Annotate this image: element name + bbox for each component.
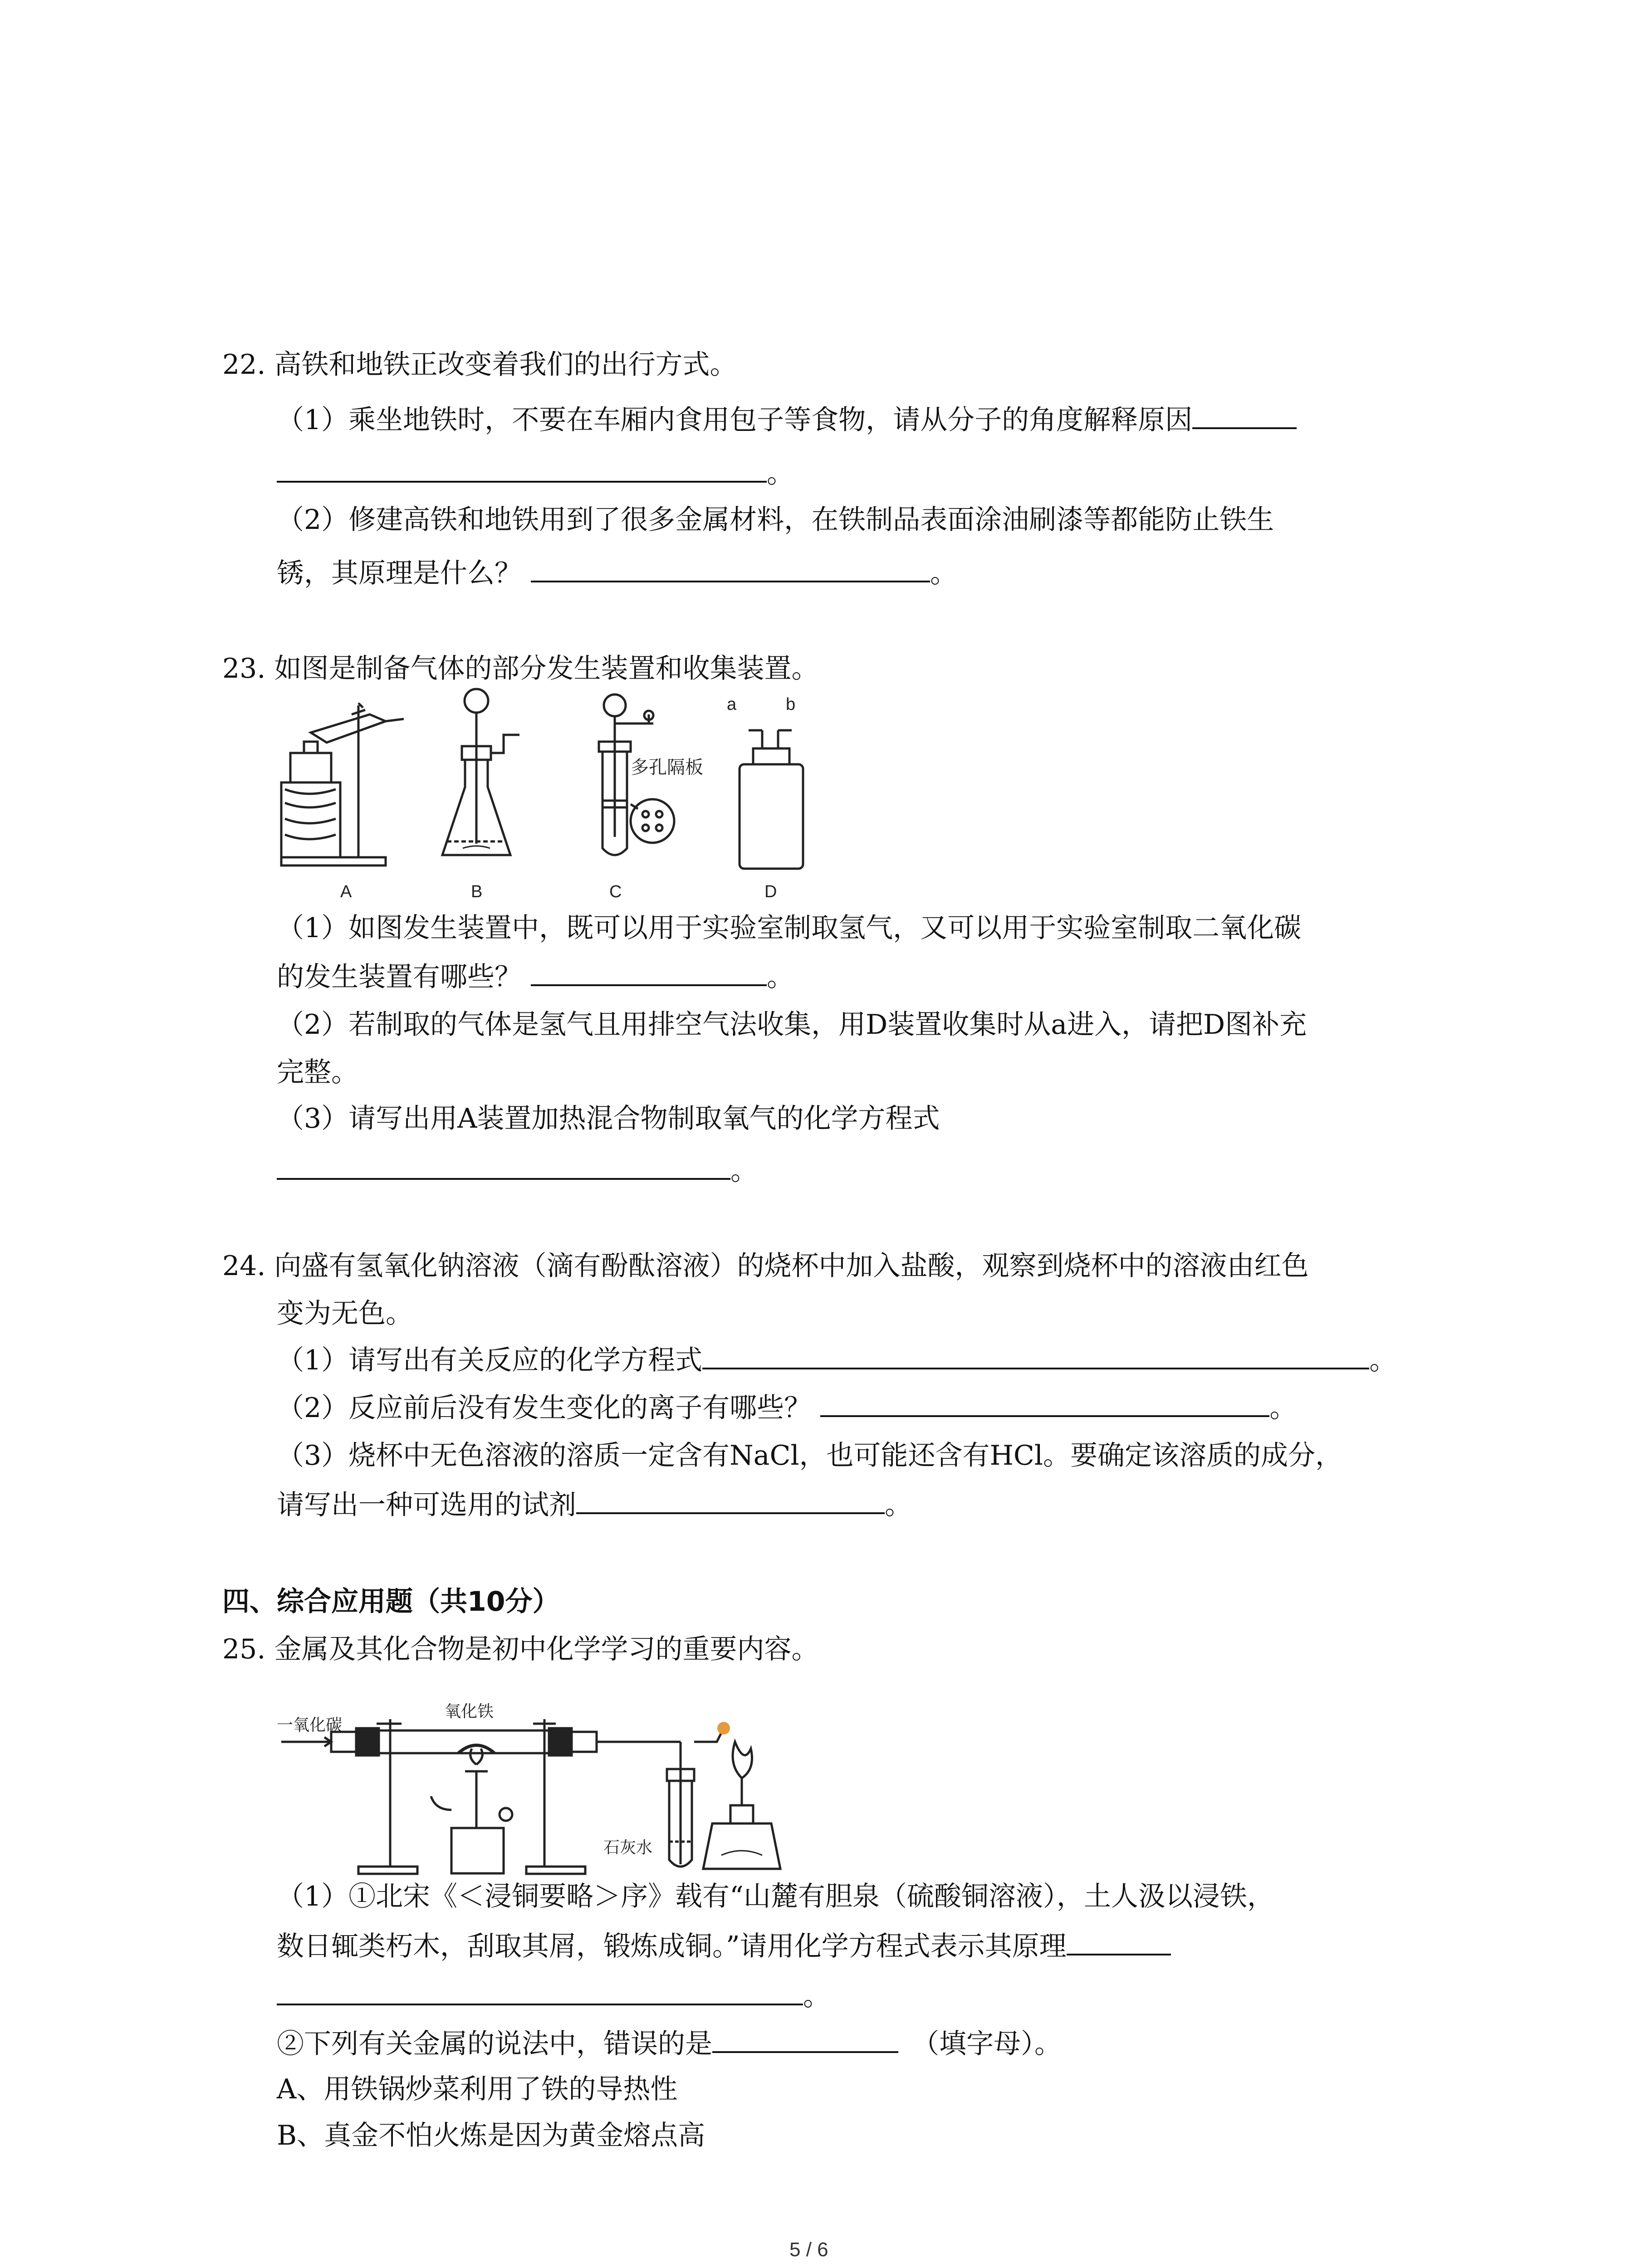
- q25-part2: [277, 2028, 1062, 2060]
- q25-option-b: B、真金不怕火炼是因为黄金熔点高: [277, 2120, 705, 2151]
- q25-answer-blank-2[interactable]: [712, 2028, 898, 2053]
- label-c: C: [609, 882, 622, 901]
- punct: 。: [767, 961, 794, 993]
- q23-stem: 23. 如图是制备气体的部分发生装置和收集装置。: [222, 653, 819, 684]
- q24-part3-line2: [277, 1489, 912, 1521]
- q23-part2-line2: 完整。: [277, 1056, 358, 1088]
- q22-part2-line1: （2）修建高铁和地铁用到了很多金属材料，在铁制品表面涂油刷漆等都能防止铁生: [277, 504, 1274, 536]
- punct: 。: [803, 1980, 830, 2012]
- co-label: 一氧化碳: [277, 1716, 343, 1734]
- q23-part3-line2: [277, 1154, 758, 1187]
- apparatus-b: [442, 689, 519, 855]
- q22-part2-text: 锈，其原理是什么？: [277, 557, 522, 589]
- q23-part1-text: 的发生装置有哪些？: [277, 961, 522, 993]
- q24-stem-line1: 24. 向盛有氢氧化钠溶液（滴有酚酞溶液）的烧杯中加入盐酸，观察到烧杯中的溶液由红色: [222, 1250, 1309, 1282]
- q23-apparatus-figure: [272, 687, 862, 896]
- q25-part2-suffix: （填字母）。: [912, 2028, 1062, 2060]
- q25-reduction-apparatus-figure: [272, 1674, 794, 1878]
- punct: 。: [730, 1155, 758, 1187]
- port-a-label: a: [727, 695, 737, 714]
- q24-part2: [277, 1392, 1297, 1424]
- porous-plate-label: 多孔隔板: [631, 758, 703, 777]
- apparatus-a: [281, 703, 404, 865]
- q22-answer-blank-2[interactable]: [531, 557, 930, 582]
- q24-part1-text: （1）请写出有关反应的化学方程式: [277, 1344, 703, 1376]
- q25-stem: 25. 金属及其化合物是初中化学学习的重要内容。: [222, 1633, 819, 1665]
- q24-answer-blank-1[interactable]: [702, 1344, 1369, 1369]
- q22-part1-line1: [277, 404, 1297, 436]
- flame-dot: [717, 1722, 730, 1735]
- q24-stem-line2: 变为无色。: [277, 1298, 413, 1330]
- q25-answer-blank-1b[interactable]: [277, 1980, 803, 2005]
- q23-answer-blank-3[interactable]: [277, 1154, 730, 1180]
- q25-option-a: A、用铁锅炒菜利用了铁的导热性: [277, 2073, 678, 2105]
- fe2o3-label: 氧化铁: [445, 1702, 494, 1721]
- page-number: 5 / 6: [789, 2239, 828, 2261]
- q24-part3-text: 请写出一种可选用的试剂: [277, 1489, 576, 1521]
- q23-part2-line1: （2）若制取的气体是氢气且用排空气法收集，用D装置收集时从a进入，请把D图补充: [277, 1009, 1307, 1041]
- q22-answer-blank-1b[interactable]: [277, 457, 767, 483]
- q25-part1-line2: [277, 1930, 1171, 1963]
- q22-part2-line2: [277, 557, 957, 590]
- q24-part3-line1: （3）烧杯中无色溶液的溶质一定含有NaCl，也可能还含有HCl。要确定该溶质的成分，: [277, 1440, 1342, 1471]
- q23-answer-blank-1[interactable]: [531, 961, 767, 986]
- q22-stem: 22. 高铁和地铁正改变着我们的出行方式。: [222, 349, 737, 381]
- q24-answer-blank-2[interactable]: [820, 1392, 1269, 1417]
- q23-part1-line1: （1）如图发生装置中，既可以用于实验室制取氢气，又可以用于实验室制取二氧化碳: [277, 912, 1302, 944]
- section-4-title: 四、综合应用题（共10分）: [222, 1586, 560, 1618]
- punct: 。: [885, 1489, 912, 1521]
- q23-part1-line2: [277, 961, 794, 993]
- q25-part1-line3: [277, 1980, 830, 2013]
- label-b: B: [471, 882, 483, 901]
- punct: 。: [1269, 1392, 1297, 1424]
- apparatus-d: [740, 730, 803, 869]
- punct: 。: [1369, 1344, 1397, 1376]
- q25-part1-text: 数日辄类朽木，刮取其屑，锻炼成铜。”请用化学方程式表示其原理: [277, 1931, 1067, 1962]
- port-b-label: b: [786, 695, 796, 714]
- q25-answer-blank-1[interactable]: [1067, 1930, 1171, 1955]
- q24-part1: [277, 1344, 1396, 1377]
- q25-part2-text: ②下列有关金属的说法中，错误的是: [277, 2028, 712, 2060]
- q23-part3-line1: （3）请写出用A装置加热混合物制取氧气的化学方程式: [277, 1103, 940, 1134]
- q24-part2-text: （2）反应前后没有发生变化的离子有哪些？: [277, 1392, 812, 1424]
- punct: 。: [767, 458, 794, 489]
- q24-answer-blank-3[interactable]: [576, 1489, 885, 1514]
- punct: 。: [930, 557, 957, 589]
- q22-part1-line2: [277, 457, 794, 490]
- q25-part1-line1: （1）①北宋《＜浸铜要略＞序》载有“山麓有胆泉（硫酸铜溶液），土人汲以浸铁，: [277, 1881, 1274, 1912]
- label-a: A: [340, 882, 352, 901]
- q22-part1-text: （1）乘坐地铁时，不要在车厢内食用包子等食物，请从分子的角度解释原因: [277, 404, 1193, 436]
- limewater-label: 石灰水: [603, 1838, 653, 1857]
- label-d: D: [764, 882, 777, 901]
- q22-answer-blank-1[interactable]: [1192, 404, 1297, 429]
